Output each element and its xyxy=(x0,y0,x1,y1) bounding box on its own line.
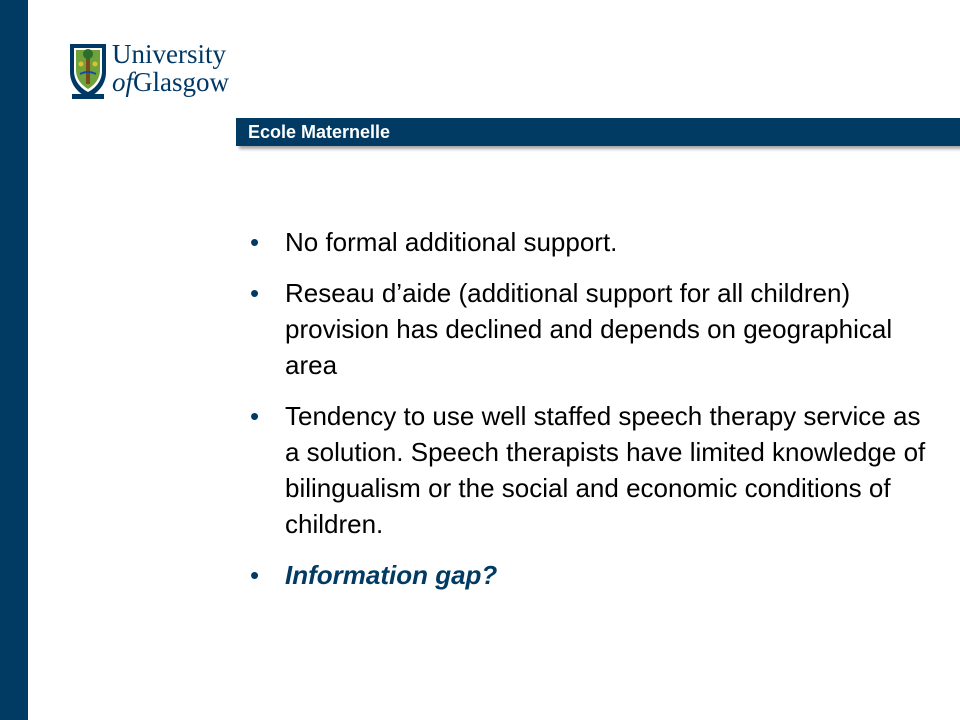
crest-icon xyxy=(68,42,108,100)
left-accent-bar xyxy=(0,0,28,720)
title-bar xyxy=(236,118,960,146)
logo-line2 xyxy=(112,68,229,96)
bullet-item xyxy=(250,398,940,542)
slide-title: Ecole Maternelle xyxy=(248,122,391,142)
logo-wordmark xyxy=(112,40,229,96)
bullet-text: Reseau d’aide (additional support for all children) provision has declined and depends on geographical area xyxy=(285,278,893,380)
bullet-text: Information gap? xyxy=(285,560,498,590)
bullet-marker: • xyxy=(250,560,260,590)
bullet-marker: • xyxy=(250,401,260,431)
logo-glasgow: Glasgow xyxy=(133,67,230,97)
bullet-marker: • xyxy=(250,278,260,308)
logo-line1: University xyxy=(112,39,226,69)
bullet-item xyxy=(250,275,940,383)
bullet-item xyxy=(250,224,940,260)
bullet-marker: • xyxy=(250,227,260,257)
bullet-text: No formal additional support. xyxy=(285,227,618,257)
bullet-item-emphasis xyxy=(250,557,940,593)
university-logo xyxy=(68,40,238,102)
bullet-list xyxy=(250,224,940,608)
bullet-text: Tendency to use well staffed speech therapy service as a solution. Speech therapists have limited knowledge of bilingualism or the social and economic conditions of children. xyxy=(285,401,926,539)
logo-of: of xyxy=(112,67,134,97)
